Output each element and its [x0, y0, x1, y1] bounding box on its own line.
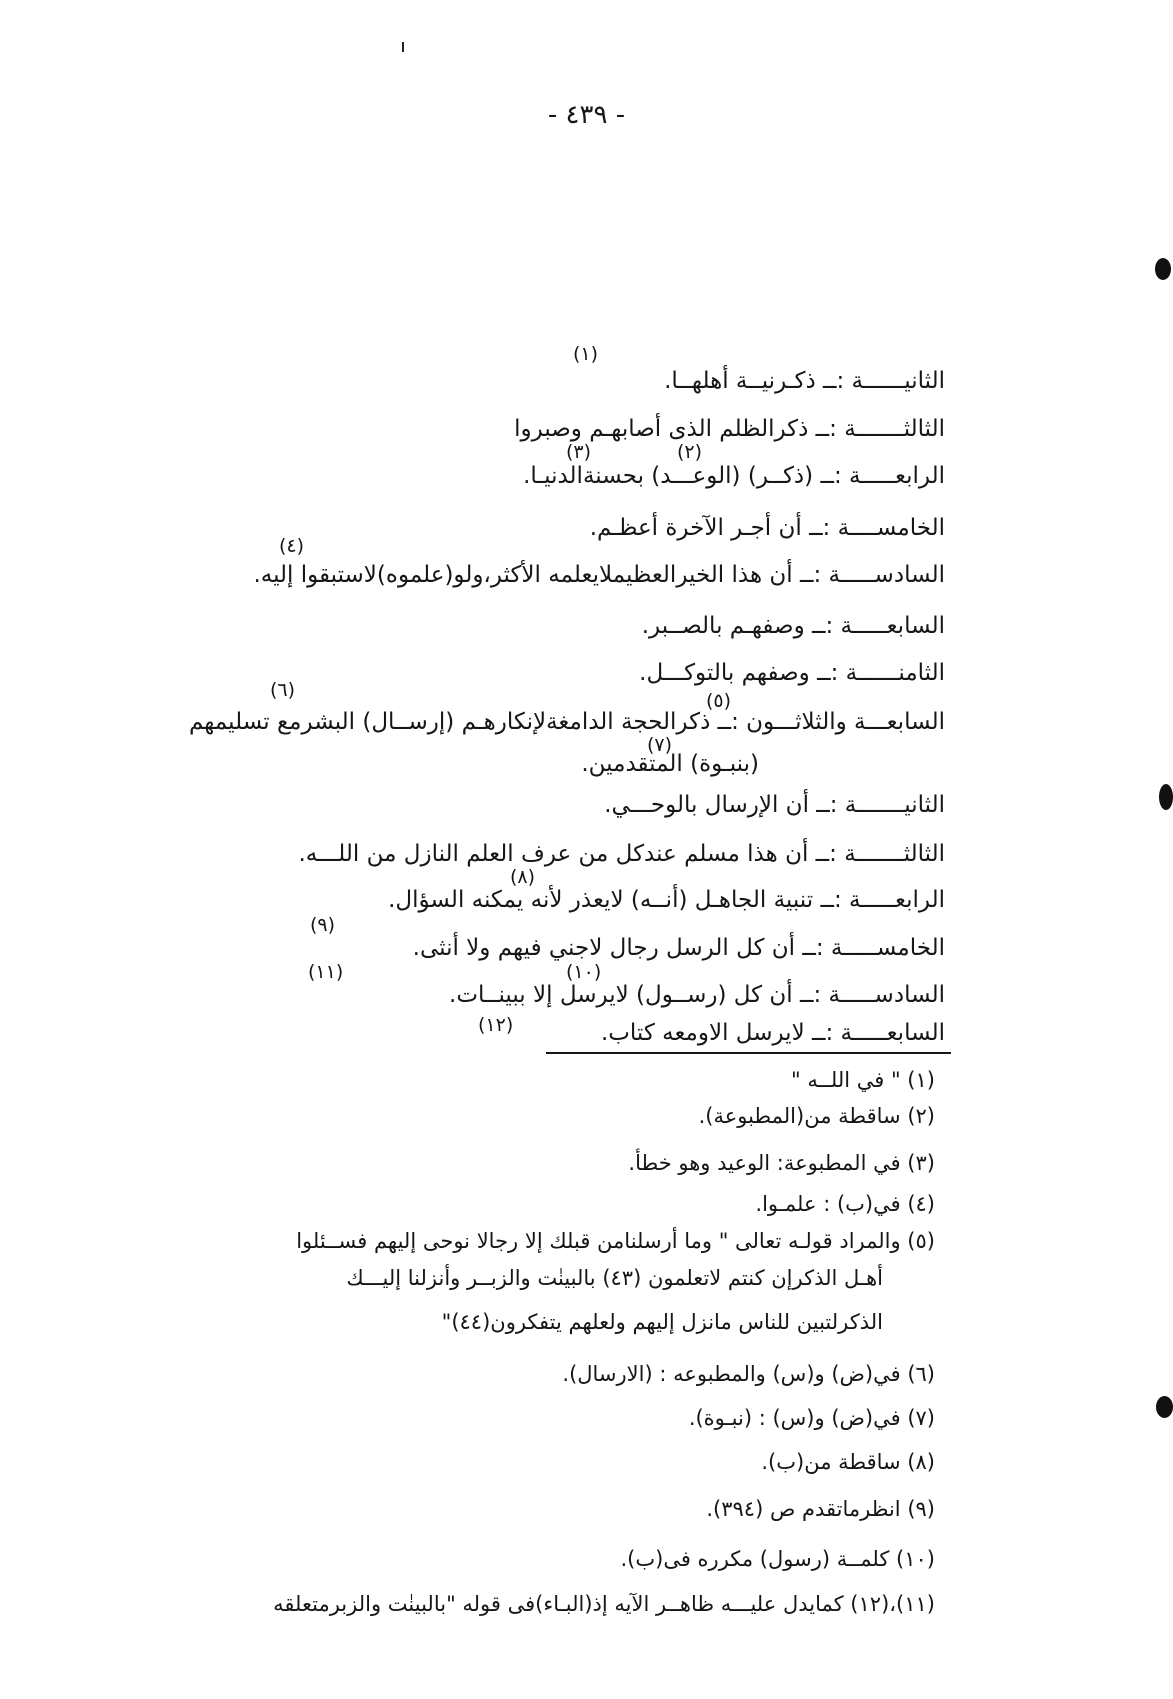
- footnote-4: (٤) في(ب) : علمـوا.: [755, 1192, 935, 1216]
- page-number: - ٤٣٩ -: [547, 100, 626, 130]
- footnote-marker-6: (٦): [270, 679, 296, 701]
- body-line-5: السادســـــة :ــ أن هذا الخيرالعظيملايعلمه الأكثر،ولو(علموه)لاستبقوا إليه.: [253, 562, 945, 588]
- body-line-4: الخامســــة :ــ أن أجـر الآخرة أعظـم.: [589, 515, 945, 541]
- body-line-13: الخامســـــة :ــ أن كل الرسل رجال لاجني فيهم ولا أنثى.: [412, 935, 945, 961]
- footnote-5-line-2: أهـل الذكرإن كنتم لاتعلمون (٤٣) بالبينٰت والزبــر وأنزلنا إليـــك: [346, 1266, 883, 1290]
- footnote-marker-8: (٨): [510, 866, 536, 888]
- body-line-15: السابعـــــة :ــ لايرسل الاومعه كتاب.: [600, 1020, 945, 1046]
- binding-hole-mark-top: [1155, 258, 1171, 280]
- binding-hole-mark-bottom: [1156, 1396, 1173, 1418]
- footnote-marker-5: (٥): [706, 690, 732, 712]
- footnote-3: (٣) في المطبوعة: الوعيد وهو خطأ.: [628, 1151, 935, 1175]
- body-line-1: الثانيــــــة :ــ ذكـرنيــة أهلهــا.: [664, 368, 945, 394]
- body-line-6: السابعـــــة :ــ وصفهـم بالصــبر.: [641, 613, 945, 639]
- body-line-7: الثامنــــــة :ــ وصفهم بالتوكـــل.: [639, 660, 945, 686]
- footnote-divider: [546, 1052, 951, 1054]
- binding-hole-mark-middle: [1159, 784, 1173, 810]
- footnote-marker-9: (٩): [310, 914, 336, 936]
- footnote-marker-12: (١٢): [478, 1014, 514, 1036]
- footnote-marker-4: (٤): [279, 535, 305, 557]
- footnote-6: (٦) في(ض) و(س) والمطبوعه : (الارسال).: [562, 1362, 935, 1386]
- footnote-9: (٩) انظرماتقدم ص (٣٩٤).: [706, 1497, 935, 1521]
- footnote-2: (٢) ساقطة من(المطبوعة).: [698, 1104, 935, 1128]
- footnote-marker-10: (١٠): [566, 961, 602, 983]
- body-line-11: الثالثـــــــة :ــ أن هذا مسلم عندكل من عرف العلم النازل من اللـــه.: [298, 841, 945, 867]
- scan-speck: [402, 42, 404, 52]
- footnote-marker-1: (١): [573, 343, 599, 365]
- body-line-3: الرابعـــــة :ــ (ذكــر) (الوعـــد) بحسنةالدنيـا.: [523, 463, 945, 489]
- footnote-5-line-1: (٥) والمراد قولـه تعالى " وما أرسلنامن قبلك إلا رجالا نوحى إليهم فســئلوا: [296, 1229, 935, 1253]
- footnote-marker-3: (٣): [566, 441, 592, 463]
- footnote-7: (٧) في(ض) و(س) : (نبـوة).: [688, 1406, 935, 1430]
- footnote-10: (١٠) كلمــة (رسول) مكرره فى(ب).: [620, 1547, 935, 1571]
- footnote-marker-7: (٧): [647, 734, 673, 756]
- body-line-9: (بنبـوة) المتقدمين.: [581, 751, 759, 777]
- footnote-8: (٨) ساقطة من(ب).: [761, 1450, 935, 1474]
- footnote-11-12: (١١)،(١٢) كمايدل عليـــه ظاهــر الآيه إذ(البـاء)فى قوله "بالبينٰت والزبرمتعلقه: [273, 1592, 935, 1616]
- footnote-marker-11: (١١): [308, 961, 344, 983]
- body-line-10: الثانيـــــــة :ــ أن الإرسال بالوحـــي.: [604, 792, 945, 818]
- body-line-8: السابعـــة والثلاثـــون :ــ ذكرالحجة الدامغةلإنكارهـم (إرســال) البشرمع تسليمهم: [188, 709, 945, 735]
- footnote-marker-2: (٢): [677, 441, 703, 463]
- footnote-5-line-3: الذكرلتبين للناس مانزل إليهم ولعلهم يتفكرون(٤٤)": [441, 1310, 883, 1334]
- body-line-2: الثالثـــــــة :ــ ذكرالظلم الذى أصابهـم وصبروا: [514, 416, 945, 442]
- body-line-14: السادســـــة :ــ أن كل (رســول) لايرسل إلا ببينــات.: [449, 982, 945, 1008]
- body-line-12: الرابعـــــة :ــ تنبية الجاهـل (أنــه) لايعذر لأنه يمكنه السؤال.: [388, 887, 945, 913]
- footnote-1: (١) " في اللــه ": [791, 1068, 935, 1092]
